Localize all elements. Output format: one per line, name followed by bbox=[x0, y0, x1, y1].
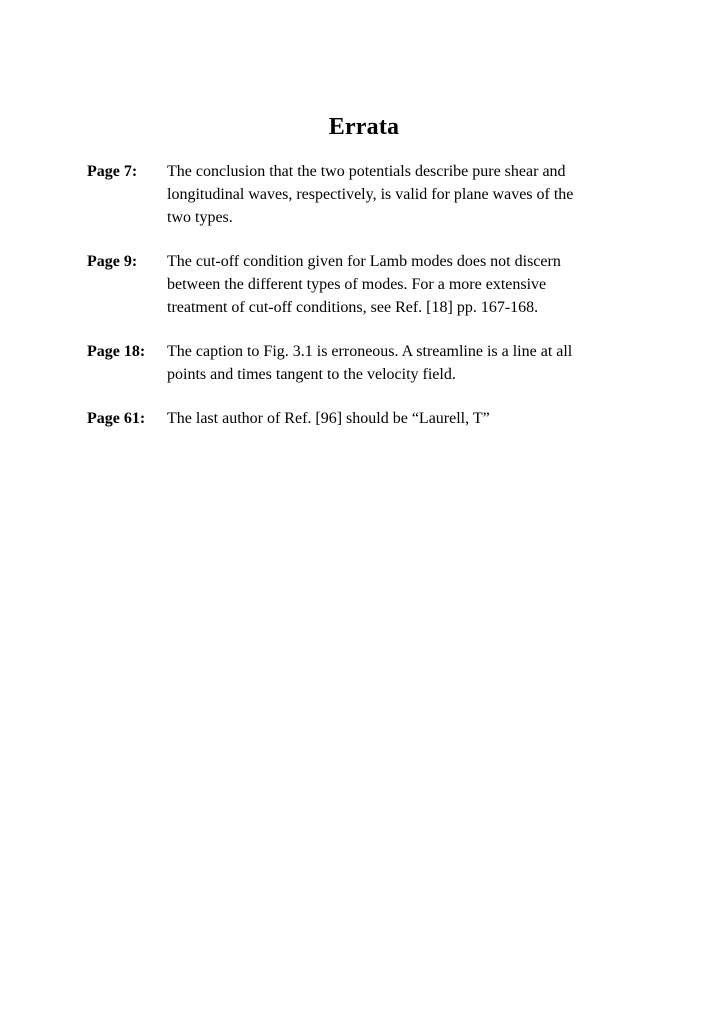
entry-text-line: points and times tangent to the velocity field. bbox=[167, 366, 456, 383]
errata-list bbox=[87, 160, 647, 451]
entry-text bbox=[167, 160, 647, 229]
entry-text bbox=[167, 250, 647, 319]
entry-text-line: two types. bbox=[167, 209, 233, 226]
entry-text bbox=[167, 340, 647, 386]
entry-text-line: The last author of Ref. [96] should be “Laurell, T” bbox=[167, 410, 490, 427]
page-title: Errata bbox=[328, 114, 400, 140]
errata-entry-page-9 bbox=[87, 250, 647, 319]
entry-text bbox=[167, 407, 647, 430]
errata-entry-page-7 bbox=[87, 160, 647, 229]
entry-text-line: longitudinal waves, respectively, is valid for plane waves of the bbox=[167, 186, 574, 203]
entry-label: Page 7: bbox=[87, 163, 138, 180]
entry-text-line: The conclusion that the two potentials describe pure shear and bbox=[167, 163, 566, 180]
entry-text-line: treatment of cut-off conditions, see Ref. [18] pp. 167-168. bbox=[167, 299, 539, 316]
entry-text-line: The caption to Fig. 3.1 is erroneous. A streamline is a line at all bbox=[167, 343, 573, 360]
entry-text-line: The cut-off condition given for Lamb modes does not discern bbox=[167, 253, 561, 270]
errata-entry-page-18 bbox=[87, 340, 647, 386]
entry-label: Page 18: bbox=[87, 343, 146, 360]
entry-label: Page 61: bbox=[87, 410, 146, 427]
entry-text-line: between the different types of modes. For a more extensive bbox=[167, 276, 547, 293]
entry-label: Page 9: bbox=[87, 253, 138, 270]
errata-entry-page-61 bbox=[87, 407, 647, 430]
